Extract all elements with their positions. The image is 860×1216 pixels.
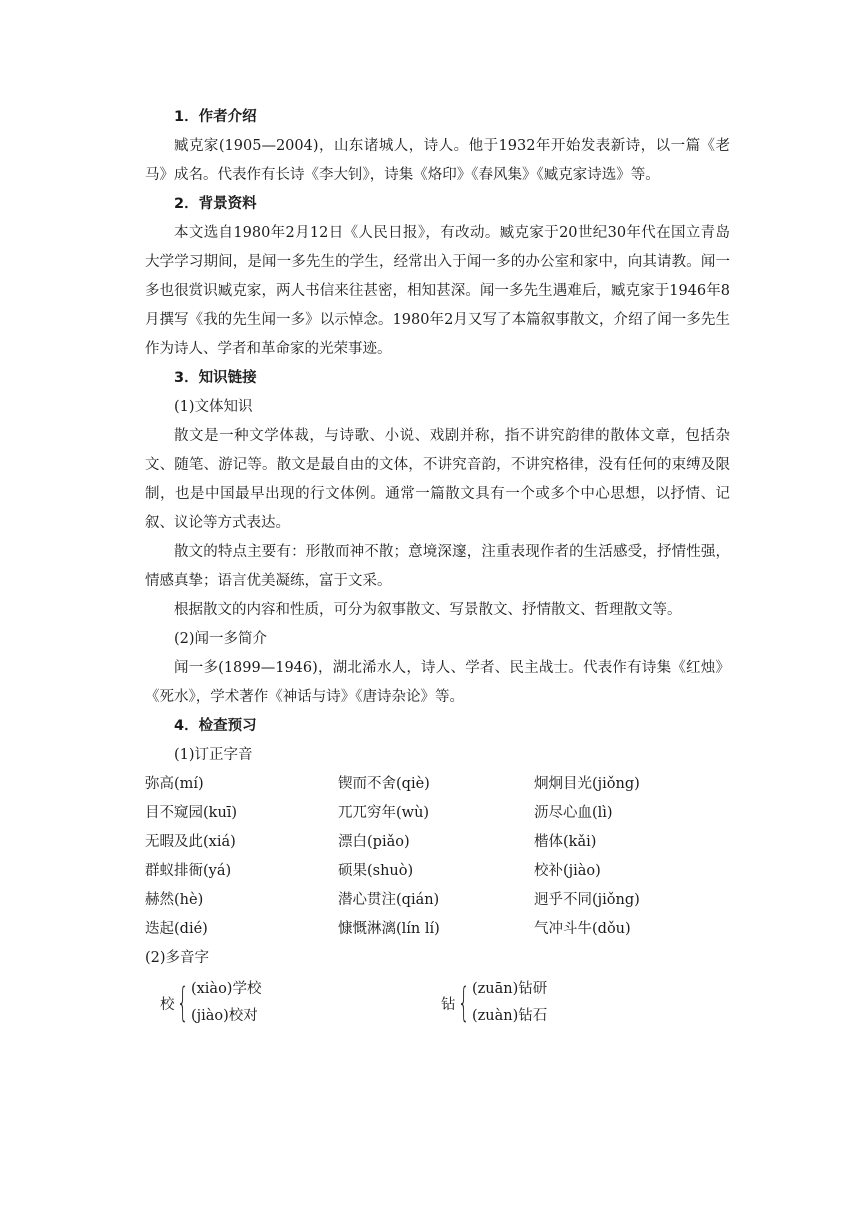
pinyin-item: 炯炯目光(jiǒng) bbox=[534, 776, 640, 792]
subheading-pronunciation: (1)订正字音 bbox=[174, 747, 253, 763]
polyphonic-reading: (jiào)校对 bbox=[190, 1008, 258, 1024]
polyphonic-char: 钻 bbox=[441, 996, 456, 1013]
polyphonic-reading: (zuàn)钻石 bbox=[471, 1008, 548, 1024]
polyphonic-list bbox=[145, 975, 730, 1035]
pinyin-item: 潜心贯注(qián) bbox=[338, 892, 440, 908]
polyphonic-char: 校 bbox=[160, 996, 175, 1013]
section-heading-preview: 4．检查预习 bbox=[174, 718, 257, 734]
genre-paragraph-1: 散文是一种文学体裁，与诗歌、小说、戏剧并称，指不讲究韵律的散体文章，包括杂文、随笔、游记等。散文是最自由的文体，不讲究音韵，不讲究格律，没有任何的束缚及限制，也是中国最早出现的行文体例。通常一篇散文具有一个或多个中心思想，以抒情、记叙、议论等方式表达。 bbox=[145, 428, 730, 531]
polyphonic-group-xiao bbox=[160, 975, 261, 1031]
pinyin-item: 慷慨淋漓(lín lí) bbox=[338, 921, 440, 937]
author-intro-paragraph: 臧克家(1905—2004)，山东诸城人，诗人。他于1932年开始发表新诗，以一篇《老马》成名。代表作有长诗《李大钊》，诗集《烙印》《春风集》《臧克家诗选》等。 bbox=[145, 138, 730, 183]
pinyin-item: 硕果(shuò) bbox=[338, 863, 414, 879]
brace-icon: { bbox=[457, 980, 469, 1026]
polyphonic-reading: (xiào)学校 bbox=[190, 981, 262, 997]
pinyin-item: 目不窥园(kuī) bbox=[145, 805, 238, 821]
pinyin-item: 弥高(mí) bbox=[145, 776, 204, 792]
pinyin-item: 群蚁排衙(yá) bbox=[145, 863, 232, 879]
polyphonic-reading: (zuān)钻研 bbox=[471, 981, 548, 997]
document-content bbox=[145, 103, 730, 1035]
pinyin-item: 迭起(dié) bbox=[145, 921, 208, 937]
pinyin-item: 无暇及此(xiá) bbox=[145, 834, 236, 850]
pinyin-item: 兀兀穷年(wù) bbox=[338, 805, 430, 821]
pinyin-item: 校补(jiào) bbox=[534, 863, 601, 879]
pinyin-item: 气冲斗牛(dǒu) bbox=[534, 921, 631, 937]
pinyin-item: 楷体(kǎi) bbox=[534, 834, 597, 850]
section-heading-knowledge: 3．知识链接 bbox=[174, 370, 257, 386]
subheading-polyphonic: (2)多音字 bbox=[145, 950, 210, 966]
genre-paragraph-2: 散文的特点主要有：形散而神不散；意境深邃，注重表现作者的生活感受，抒情性强，情感真挚；语言优美凝练，富于文采。 bbox=[145, 544, 730, 589]
genre-paragraph-3: 根据散文的内容和性质，可分为叙事散文、写景散文、抒情散文、哲理散文等。 bbox=[174, 602, 682, 618]
pinyin-item: 赫然(hè) bbox=[145, 892, 204, 908]
pinyin-item: 迥乎不同(jiǒng) bbox=[534, 892, 640, 908]
section-heading-author: 1．作者介绍 bbox=[174, 109, 257, 125]
pronunciation-grid bbox=[145, 770, 730, 944]
section-heading-background: 2．背景资料 bbox=[174, 196, 257, 212]
pinyin-item: 锲而不舍(qiè) bbox=[338, 776, 430, 792]
background-paragraph: 本文选自1980年2月12日《人民日报》，有改动。臧克家于20世纪30年代在国立青岛大学学习期间，是闻一多先生的学生，经常出入于闻一多的办公室和家中，向其请教。闻一多也很赏识臧克家，两人书信来往甚密，相知甚深。闻一多先生遇难后，臧克家于1946年8月撰写《我的先生闻一多》以示悼念。1980年2月又写了本篇叙事散文，介绍了闻一多先生作为诗人、学者和革命家的光荣事迹。 bbox=[145, 225, 730, 357]
subheading-wenyiduo: (2)闻一多简介 bbox=[174, 631, 268, 647]
subheading-genre: (1)文体知识 bbox=[174, 399, 253, 415]
wenyiduo-paragraph: 闻一多(1899—1946)，湖北浠水人，诗人、学者、民主战士。代表作有诗集《红烛》《死水》，学术著作《神话与诗》《唐诗杂论》等。 bbox=[145, 660, 730, 705]
pinyin-item: 漂白(piǎo) bbox=[338, 834, 410, 850]
polyphonic-group-zuan bbox=[441, 975, 547, 1031]
pinyin-item: 沥尽心血(lì) bbox=[534, 805, 613, 821]
brace-icon: { bbox=[176, 980, 188, 1026]
